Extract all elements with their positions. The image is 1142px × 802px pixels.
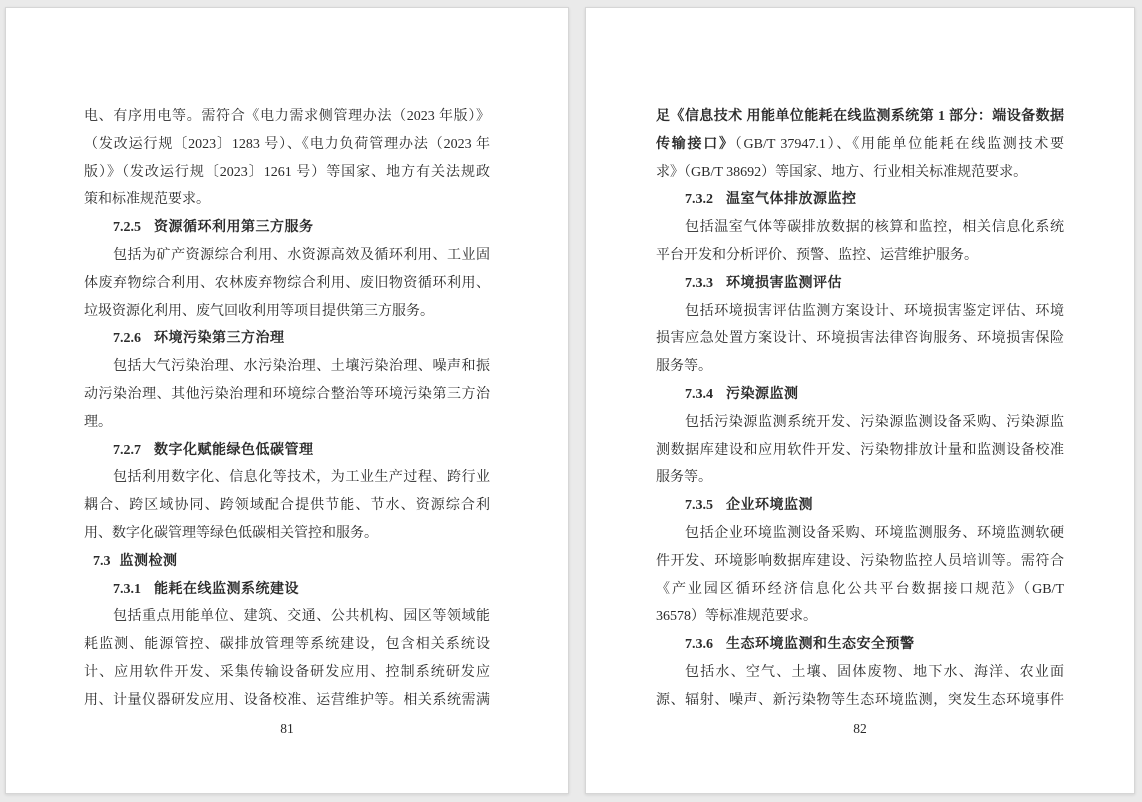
text-line: [656, 353, 1064, 381]
text-segment: 求》（GB/T 38692）等国家、地方、行业相关标准规范要求。: [656, 164, 1028, 180]
text-segment: 包括企业环境监测设备采购、环境监测服务、环境监测软硬: [685, 525, 1064, 541]
text-line: [656, 131, 1064, 159]
text-segment: 《产业园区循环经济信息化公共平台数据接口规范》（GB/T: [656, 581, 1064, 597]
heading-title: 企业环境监测: [726, 498, 813, 514]
text-segment: 平台开发和分析评价、预警、监控、运营维护服务。: [656, 247, 978, 263]
heading-number: 7.2.6: [113, 331, 141, 347]
heading-line: [84, 325, 490, 353]
text-line: [656, 576, 1064, 604]
text-segment: 包括温室气体等碳排放数据的核算和监控，相关信息化系统: [685, 220, 1064, 236]
text-line: [84, 409, 490, 437]
text-segment: 包括重点用能单位、建筑、交通、公共机构、园区等领域能: [113, 609, 490, 625]
text-segment: 36578）等标准规范要求。: [656, 609, 817, 625]
heading-title: 能耗在线监测系统建设: [154, 581, 299, 597]
text-line: [656, 548, 1064, 576]
heading-number: 7.2.7: [113, 442, 141, 458]
text-segment: 计、应用软件开发、采集传输设备研发应用、控制系统研发应: [84, 664, 490, 680]
text-line: [84, 492, 490, 520]
text-line: [84, 159, 490, 187]
text-line: [84, 186, 490, 214]
text-line: [84, 242, 490, 270]
text-segment: （GB/T 37947.1）、《用能单位能耗在线监测技术要: [734, 136, 1065, 152]
text-line: [656, 659, 1064, 687]
page-content: [84, 8, 490, 715]
heading-title: 环境损害监测评估: [726, 275, 842, 291]
text-segment: 耦合、跨区域协同、跨领域配合提供节能、节水、资源综合利: [84, 498, 490, 514]
text-segment: 动污染治理、其他污染治理和环境综合整治等环境污染第三方治: [84, 386, 490, 402]
heading-title: 环境污染第三方治理: [154, 331, 285, 347]
text-line: [84, 103, 490, 131]
section-heading-line: [84, 548, 490, 576]
heading-line: [656, 186, 1064, 214]
heading-line: [656, 492, 1064, 520]
text-line: [656, 603, 1064, 631]
text-segment: 用、数字化碳管理等绿色低碳相关管控和服务。: [84, 525, 378, 541]
text-segment: 理。: [84, 414, 112, 430]
text-segment: 用、计量仪器研发应用、设备校准、运营维护等。相关系统需满: [84, 692, 490, 708]
text-line: [84, 270, 490, 298]
text-line: [84, 131, 490, 159]
text-line: [656, 409, 1064, 437]
heading-number: 7.2.5: [113, 220, 141, 236]
heading-title: 监测检测: [119, 553, 178, 569]
text-line: [84, 464, 490, 492]
heading-line: [84, 437, 490, 465]
text-line: [656, 298, 1064, 326]
text-segment: 垃圾资源化利用、废气回收利用等项目提供第三方服务。: [84, 303, 434, 319]
heading-line: [656, 270, 1064, 298]
page-number: 81: [280, 720, 294, 736]
text-line: [84, 520, 490, 548]
text-line: [656, 242, 1064, 270]
text-line: [656, 159, 1064, 187]
text-segment: 策和标准规范要求。: [84, 192, 210, 208]
text-segment: 电、有序用电等。需符合《电力需求侧管理办法（2023 年版）》: [84, 109, 490, 124]
text-segment: 包括环境损害评估监测方案设计、环境损害鉴定评估、环境: [685, 303, 1064, 319]
heading-title: 污染源监测: [726, 386, 799, 402]
heading-title: 资源循环利用第三方服务: [154, 220, 314, 236]
text-segment: 耗监测、能源管控、碳排放管理等系统建设，包含相关系统设: [84, 637, 490, 653]
heading-number: 7.3.5: [685, 498, 713, 514]
heading-number: 7.3.6: [685, 637, 713, 653]
heading-title: 数字化赋能绿色低碳管理: [154, 442, 314, 458]
page-content: [656, 8, 1064, 715]
text-line: [84, 659, 490, 687]
heading-number: 7.3.3: [685, 275, 713, 291]
text-segment: 包括利用数字化、信息化等技术，为工业生产过程、跨行业: [113, 470, 490, 486]
text-line: [656, 437, 1064, 465]
text-line: [656, 464, 1064, 492]
heading-number: 7.3: [93, 553, 111, 569]
text-segment: 服务等。: [656, 359, 712, 375]
text-segment: 服务等。: [656, 470, 712, 486]
text-line: [656, 103, 1064, 131]
heading-title: 生态环境监测和生态安全预警: [726, 637, 915, 653]
bold-text-segment: 足《信息技术 用能单位能耗在线监测系统第 1 部分：端设备数据: [656, 109, 1064, 124]
heading-line: [656, 631, 1064, 659]
heading-line: [84, 214, 490, 242]
text-line: [656, 214, 1064, 242]
text-segment: 包括为矿产资源综合利用、水资源高效及循环利用、工业固: [113, 247, 490, 263]
text-line: [84, 687, 490, 715]
text-line: [656, 687, 1064, 715]
text-segment: 包括污染源监测系统开发、污染源监测设备采购、污染源监: [685, 414, 1064, 430]
text-line: [84, 603, 490, 631]
heading-number: 7.3.2: [685, 192, 713, 208]
text-segment: 体废弃物综合利用、农林废弃物综合利用、废旧物资循环利用、: [84, 275, 490, 291]
text-segment: 损害应急处置方案设计、环境损害法律咨询服务、环境损害保险: [656, 331, 1064, 347]
document-page-left: [5, 7, 569, 794]
document-page-right: [585, 7, 1135, 794]
heading-number: 7.3.4: [685, 386, 713, 402]
text-segment: （发改运行规〔2023〕1283 号）、《电力负荷管理办法（2023 年: [84, 136, 490, 152]
heading-number: 7.3.1: [113, 581, 141, 597]
text-segment: 源、辐射、噪声、新污染物等生态环境监测，突发生态环境事件: [656, 692, 1064, 708]
text-line: [84, 381, 490, 409]
text-segment: 包括大气污染治理、水污染治理、土壤污染治理、噪声和振: [113, 359, 490, 375]
heading-line: [84, 576, 490, 604]
page-number: 82: [853, 720, 867, 736]
text-segment: 件开发、环境影响数据库建设、污染物监控人员培训等。需符合: [656, 553, 1064, 569]
text-segment: 测数据库建设和应用软件开发、污染物排放计量和监测设备校准: [656, 442, 1064, 458]
heading-title: 温室气体排放源监控: [726, 192, 857, 208]
bold-text-segment: 传输接口》: [656, 136, 735, 152]
text-line: [656, 520, 1064, 548]
text-line: [84, 353, 490, 381]
heading-line: [656, 381, 1064, 409]
text-segment: 包括水、空气、土壤、固体废物、地下水、海洋、农业面: [685, 664, 1064, 680]
text-segment: 版）》（发改运行规〔2023〕1261 号）等国家、地方有关法规政: [84, 164, 490, 180]
text-line: [656, 325, 1064, 353]
text-line: [84, 631, 490, 659]
text-line: [84, 298, 490, 326]
